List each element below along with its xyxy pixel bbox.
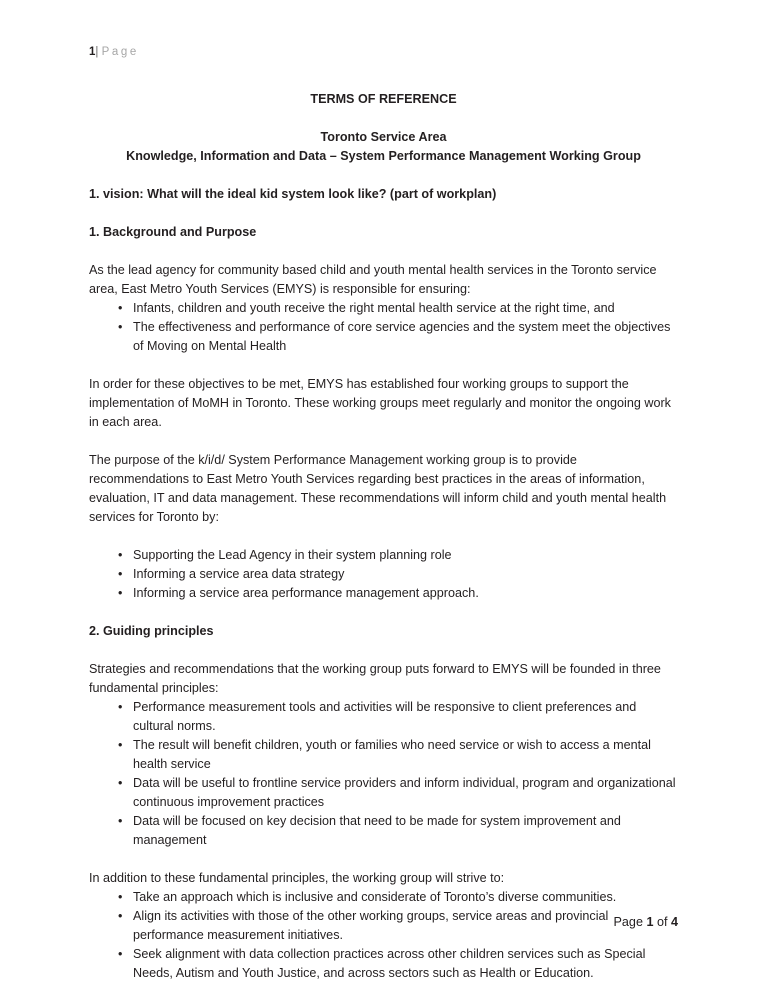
- running-header-word: Page: [101, 46, 139, 58]
- guiding-bullet-list-2: [89, 888, 678, 983]
- bullet-icon: •: [118, 890, 123, 904]
- background-intro-paragraph: As the lead agency for community based child and youth mental health services in the Toronto service area, East Metro Youth Services (EMYS) is responsible for ensuring:: [89, 263, 657, 296]
- footer-current-page: 1: [646, 915, 654, 929]
- list-item: [89, 299, 678, 318]
- bullet-icon: •: [118, 586, 123, 600]
- document-subtitle-workinggroup: Knowledge, Information and Data – System Performance Management Working Group: [126, 149, 641, 163]
- title-block: [89, 90, 678, 166]
- list-item-text: The result will benefit children, youth or families who need service or wish to access a mental health service: [133, 738, 651, 771]
- list-item-text: Data will be useful to frontline service providers and inform individual, program and organizational continuous improvement practices: [133, 776, 676, 809]
- bullet-icon: •: [118, 738, 123, 752]
- bullet-icon: •: [118, 301, 123, 315]
- list-item-text: Data will be focused on key decision that need to be made for system improvement and management: [133, 814, 621, 847]
- list-item: [89, 565, 678, 584]
- background-bullet-list: [89, 299, 678, 356]
- list-item-text: Align its activities with those of the other working groups, service areas and provincial performance measurement initiatives.: [133, 909, 609, 942]
- page-footer: [89, 913, 678, 932]
- running-header-page-number: 1: [89, 46, 96, 58]
- list-item: [89, 945, 678, 983]
- list-item-text: Performance measurement tools and activities will be responsive to client preferences and cultural norms.: [133, 700, 637, 733]
- section-heading-guiding-principles: 2. Guiding principles: [89, 624, 214, 638]
- list-item: [89, 546, 678, 565]
- section-heading-background-and-purpose: 1. Background and Purpose: [89, 225, 257, 239]
- bullet-icon: •: [118, 320, 123, 334]
- bullet-icon: •: [118, 567, 123, 581]
- background-bullet-list-2: [89, 546, 678, 603]
- document-title: TERMS OF REFERENCE: [310, 92, 457, 106]
- footer-total-pages: 4: [670, 915, 678, 929]
- bullet-icon: •: [118, 548, 123, 562]
- document-subtitle-area: Toronto Service Area: [320, 130, 447, 144]
- list-item-text: The effectiveness and performance of core service agencies and the system meet the objectives of Moving on Mental Health: [133, 320, 671, 353]
- background-paragraph-3: The purpose of the k/i/d/ System Performance Management working group is to provide recommendations to East Metro Youth Services regarding best practices in the areas of information, evaluation, IT and data management. These recommendations will inform child and youth mental health services for Toronto by:: [89, 453, 667, 524]
- guiding-intro-paragraph: Strategies and recommendations that the working group puts forward to EMYS will be founded in three fundamental principles:: [89, 662, 661, 695]
- bullet-icon: •: [118, 814, 123, 828]
- list-item: [89, 584, 678, 603]
- list-item-text: Informing a service area performance management approach.: [133, 586, 479, 600]
- running-header-separator: |: [95, 46, 99, 58]
- background-paragraph-2: In order for these objectives to be met, EMYS has established four working groups to support the implementation of MoMH in Toronto. These working groups meet regularly and monitor the ongoing work in each area.: [89, 377, 671, 429]
- list-item-text: Seek alignment with data collection practices across other children services such as Special Needs, Autism and Youth Justice, and across sectors such as Health or Education.: [133, 947, 646, 980]
- list-item: [89, 888, 678, 907]
- list-item: [89, 774, 678, 812]
- page-content: [89, 44, 678, 983]
- list-item: [89, 318, 678, 356]
- guiding-bullet-list: [89, 698, 678, 850]
- list-item: [89, 812, 678, 850]
- guiding-intro-paragraph-2: In addition to these fundamental principles, the working group will strive to:: [89, 871, 505, 885]
- list-item-text: Infants, children and youth receive the right mental health service at the right time, and: [133, 301, 615, 315]
- bullet-icon: •: [118, 776, 123, 790]
- bullet-icon: •: [118, 947, 123, 961]
- list-item-text: Take an approach which is inclusive and considerate of Toronto’s diverse communities.: [133, 890, 617, 904]
- list-item: [89, 736, 678, 774]
- bullet-icon: •: [118, 700, 123, 714]
- bullet-icon: •: [118, 909, 123, 923]
- running-header: [89, 44, 678, 60]
- footer-prefix: Page: [613, 915, 647, 929]
- list-item-text: Informing a service area data strategy: [133, 567, 345, 581]
- list-item: [89, 698, 678, 736]
- list-item-text: Supporting the Lead Agency in their system planning role: [133, 548, 452, 562]
- vision-line: 1. vision: What will the ideal kid system look like? (part of workplan): [89, 187, 497, 201]
- footer-middle: of: [653, 915, 671, 929]
